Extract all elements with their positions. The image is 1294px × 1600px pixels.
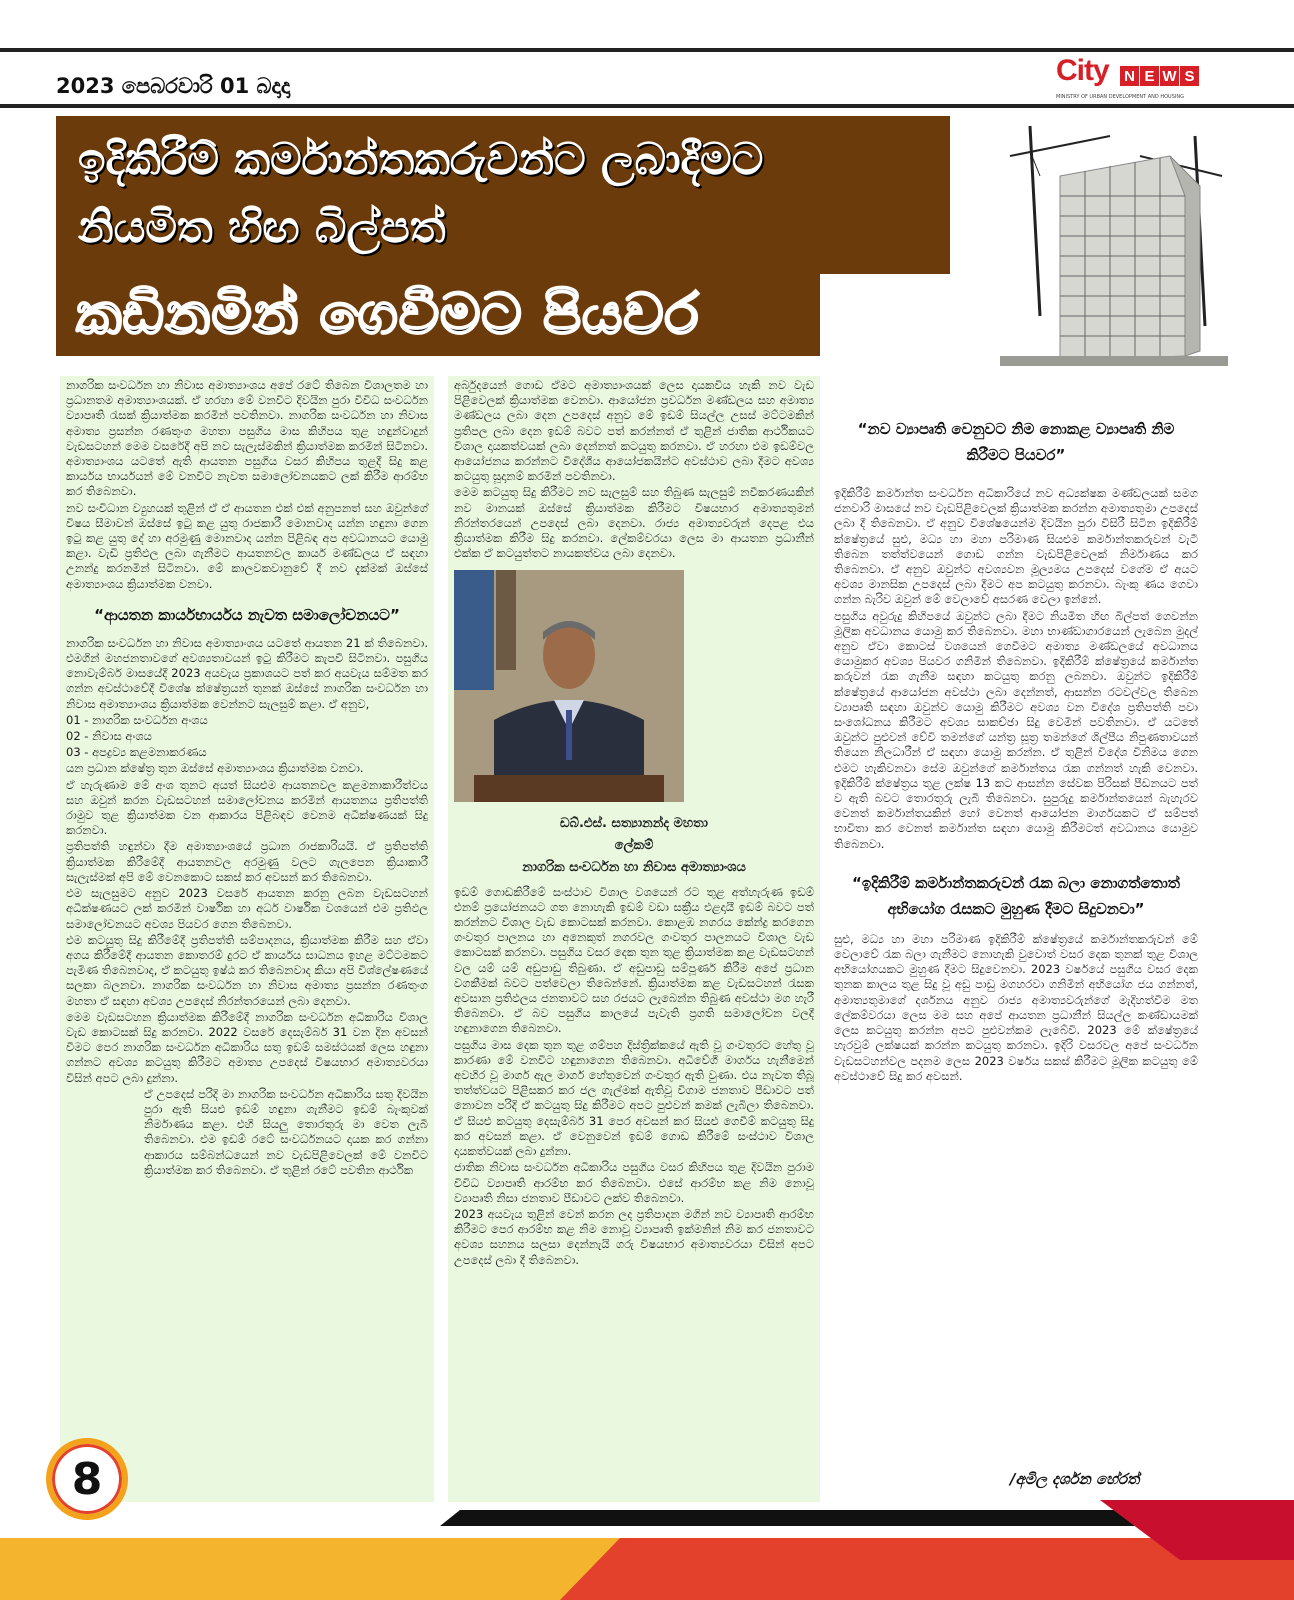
logo-letter: S <box>1180 66 1199 86</box>
list-item: 02 - නිවාස අංශය <box>66 729 152 744</box>
paragraph: 2023 අයවැය තුළින් වෙන් කරන ලද ප්‍රතිපාදන මගින් නව ව්‍යාපෘති ආරම්භ කිරීමට පෙර ආරම්භ කළ නිම නොවූ ව්‍යාපෘති ඉක්මනින් නිම කර ජනතාවට අවශ්‍ය සහනය සලසා දෙන්නැයි ගරු විෂයභාර අමාත්‍යවරයා විසින් අපට උපදෙස් ලබා දී තිබෙනවා. <box>454 1206 814 1267</box>
headline-line-2: නියමිත හිඟ බිල්පත් <box>78 202 446 253</box>
paragraph: නව සංවිධාන ව්‍යුහයක් තුළින් ඒ ඒ ආයතන එක් එක් අනුපනත් සහ ඔවුන්ගේ විෂය සීමාවන් ඔස්සේ ඉටු කළ යුතු රාජකාරී මොනවාද යන්න හඳුනා ගෙන ඉටු කළ යුතු දේ හා අරමුණු මොනවාද යන්න පිළිබඳ අප අවධානයට යොමු කළා. වැඩි ප්‍රතිඵල ලබා ගැනීමට ආයතනවල කාර්ය මණ්ඩලය ඒ සඳහා උනන්දු කරනමින් සිටිනවා. මේ කාලවකවානුවේ දී නව දැක්මක් ඔස්සේ අමාත්‍යාංශය ක්‍රියාත්මක වනවා. <box>66 500 428 591</box>
caption-ministry: නාගරික සංවර්ධන හා නිවාස අමාත්‍යාංශය <box>522 859 746 875</box>
footer-decorative-stripes <box>0 1500 1294 1600</box>
caption-title: ලේකම් <box>614 837 654 853</box>
top-rule <box>0 48 1294 52</box>
paragraph: අර්බුදයෙන් ගොඩ ඒමට අමාත්‍යාංශයක් ලෙස දායකවිය හැකි නව වැඩ පිළිවෙලක් ක්‍රියාත්මක වෙනවා. ආයෝජන ප්‍රවර්ධන මණ්ඩලය සහ අමාත්‍ය මණ්ඩලය ලබා දෙන උපදෙස් අනුව මේ ඉඩම් සියල්ල උසස් මට්ටමකින් ප්‍රතිපල ලබා දෙන ඉඩම් බවට පත් කරන්නත් ඒ තුළින් ජාතික ආර්ථිකයට විශාල දායකත්වයක් ලබා දෙන්නත් කටයුතු කරනවා. ඒ හරහා එම ඉඩම්වල ආයෝජනය කරන්නට විදේශීය ආයෝජකයින්ට අවස්ථාව ලබා දීමට අවශ්‍ය කටයුතු සූදානම් කරමින් පවතිනවා. <box>454 378 814 484</box>
secretary-portrait-photo <box>454 570 684 802</box>
paragraph: මෙම වැඩසටහන ක්‍රියාත්මක කිරීමේදී නාගරික සංවර්ධන අධිකාරිය විශාල වැඩ කොටසක් සිදු කරනවා. 2022 වසරේ දෙසැම්බර් 31 වන දින අවසන් වීමට පෙර නාගරික සංවර්ධන අධිකාරිය සතු ඉඩම් සමස්ථයක් ලෙස හඳුනා ගන්නට අවශ්‍ය කටයුතු කිරීමට අමාත්‍ය උපදෙස් විෂයභාර අමාත්‍යවරයා විසින් අපට ලබා දුන්නා. <box>66 1009 428 1085</box>
logo-letter: E <box>1140 66 1159 86</box>
headline-line-3: කඩිනමින් ගෙවීමට පියවර <box>76 282 700 347</box>
list-item: 01 - නාගරික සංවර්ධන අංශය <box>66 712 208 727</box>
logo-city-text: City <box>1056 54 1109 87</box>
page-number-badge: 8 <box>46 1438 128 1520</box>
subheading: “නව ව්‍යාපෘති වෙනුවට නිම නොකළ ව්‍යාපෘති නිම කිරීමට පියවර” <box>857 420 1175 464</box>
issue-date: 2023 පෙබරවාරි 01 බදාදා <box>56 74 291 98</box>
paragraph: ඒ හැරුණාම මේ අංශ තුනට අයත් සියළුම ආයතනවල කළමනාකාරීත්වය සහ ඔවුන් කරන වැඩසටහන් සමාලෝචනය කරමින් ආයතනය ප්‍රතිපත්ති රාමුව තුළ ක්‍රියාත්මක වන ආකාරය පිළිබඳව වෙනම අධීක්ෂණයක් සිදු කරනවා. <box>66 777 428 838</box>
paragraph: ඒ උපදෙස් පරිදි මා නාගරික සංවර්ධන අධිකාරිය සතු දිවයින පුරා ඇති සියළු ඉඩම් හඳුනා ගැනීමට ඉඩම් බැංකුවක් නිර්මාණය කළා. එහි සියලු තොරතුරු මා වෙත ලැබී තිබෙනවා. එම ඉඩම් රටේ සංවර්ධනයට දායක කර ගන්නා ආකාරය සම්බන්ධයෙන් නව වැඩපිළිවෙලක් මේ වනවිට ක්‍රියාත්මක කර තිබෙනවා. ඒ තුළින් රටේ පවතින ආර්ථික <box>144 1086 428 1177</box>
paragraph: ජාතික නිවාස සංවර්ධන අධිකාරිය පසුගිය වසර කිහිපය තුළ දිවයින පුරාම විවිධ ව්‍යාපෘති ආරම්භ කර තිබෙනවා. එසේ ආරම්භ කළ නිම නොවූ ව්‍යාපෘති නිසා ජනතාව පීඩාවට ලක්ව තිබෙනවා. <box>454 1160 814 1205</box>
subheading: “ආයතන කාර්යභාර්යය නැවත සමාලෝචනයට” <box>94 605 400 624</box>
article-column-2 <box>448 376 820 1502</box>
paragraph: එම කටයුතු සිදු කිරීමේදී ප්‍රතිපත්ති සම්පාදනය, ක්‍රියාත්මක කිරීම සහ ඒවා අගය කිරීමේදී ආයතන කොතරම් දුරට ඒ කාර්යය සාධනය ඉහළ මට්ටමකට පැමිණ තිබෙනවාද, ඒ කටයුතු ඉෂ්ඨ කර තිබෙනවාද කියා අපි විශ්ලේෂණයේ සලකා බලනවා. නාගරික සංවර්ධන හා නිවාස අමාත්‍ය ප්‍රසන්න රණතුංග මහතා ඒ සඳහා අවශ්‍ය උපදෙස් නිරන්තරයෙන් ලබා දෙනවා. <box>66 932 428 1008</box>
logo-letter: W <box>1160 66 1179 86</box>
list-item: 03 - අපද්‍රව්‍ය කළමනාකරණය <box>66 745 207 760</box>
subheading: “ඉදිකිරීම් කර්මාන්තකරුවන් රැක බලා නොගත්තොත් අභියෝග රැසකට මුහුණ දීමට සිදුවනවා” <box>852 873 1180 918</box>
logo-letter: N <box>1120 66 1139 86</box>
headline-box-2 <box>56 274 820 356</box>
article-column-1 <box>60 376 434 1502</box>
paragraph: ඉඩම් ගොඩකිරීමේ සංස්ථාව විශාල වශයෙන් රට තුළ අත්හැරුණ ඉඩම් එනම් ප්‍රයෝජනයට ගත නොහැකි ඉඩම් වඩා සක්‍රීය එළදායී ඉඩම් බවට පත් කරන්නට විශාල වැඩ කොටසක් කරනවා. කොළඹ නගරය කේන්ද්‍ර කරගෙන ගංවතුර පාලනය හා අනෙකුත් නගරවල ගංවතුර පාලනයට විශාල වැඩ කොටසක් කරනවා. පසුගිය වසර දෙක තුන තුළ ක්‍රියාත්මක කළ වැඩසටහන් වල යම් යම් අඩුපාඩු තිබුණා. ඒ අඩුපාඩු සම්පූර්ණ කිරීම අපේ ප්‍රධාන වගකීමක් බවට පත්වෙලා තිබෙන්නේ. ක්‍රියාත්මක කළ වැඩසටහන් රැසක අවසාන ප්‍රතිඵලය ජනතාවට සහ රජයට ලැබෙන්න තිබුණ අවස්ථා මග හැරී තිබෙනවා. ඒ බව පසුගිය කාලයේ පැවැති ප්‍රගති සමාලෝචන වලදී හඳුනාගෙන තිබෙනවා. <box>454 884 814 1036</box>
author-byline: /අමිල දර්ශන හේරත් <box>1010 1470 1140 1488</box>
paragraph: පසුගිය මාස දෙක තුන තුළ ගම්පහ දිස්ත්‍රික්කයේ ඇති වූ ගංවතුරට හේතු වූ කාරණා මේ වනවිට හඳුනාගෙන තිබෙනවා. අධිවේගී මාර්ගය හැනීමෙන් අවහිර වූ මාර්ග ඇල මාර්ග හේතුවෙන් ගංවතුර ඇති වුණා. එය නැවත තිබූ තත්ත්වයට පිළිසකර කර ජල ගැල්මක් ඇතිවූ විගාම ජනතාව පීඩාවට පත් නොවන පරිදි ඒ කටයුතු සිදු කිරීමට අපට පුළුවන් කමක් ලැබිලා තිබෙනවා. ඒ සියළු කටයුතු දෙසැම්බර් 31 පෙර අවසන් කර සියළු ගෙවීම් කටයුතු සිදු කර අවසන් කළා. ඒ වෙනුවෙන් ඉඩම් ගොඩ කිරීමේ සංස්ථාව විශාල දායකත්වයක් ලබා දුන්නා. <box>454 1037 814 1159</box>
paragraph: පසුගිය අවුරුදු කිහිපයේ ඔවුන්ට ලබා දීමට නියමිත හිඟ බිල්පත් ගෙවන්න මූලික අවධානය යොමු කර තිබෙනවා. මහා භාණ්ඩාගාරයෙන් ලැබෙන මුදල් අනුව ඒවා කොටස් වශයෙන් ගෙවීමට අමාත්‍ය මණ්ඩලයේ අවධානය යොමුකර අවශ්‍ය පියවර ගනිමින් තිබෙනවා. ඉදිකිරීම් ක්ෂේත්‍රයේ කර්මාන්ත කරුවන් රැක ගැනීම සඳහා කටයුතු කරනු ලබනවා. ඔවුන්ට ඉදිකිරීම් ක්ෂේත්‍රයේ ආයෝජන අවස්ථා ලබා දෙන්නත්, ආසන්න රටවල්වල තිබෙන ව්‍යාපෘති සඳහා ඔවුන්ව යොමු කිරීමට අවශ්‍ය වන විදේශ ප්‍රතිපත්ති පවා සංශෝධනය කිරීමට අවශ්‍ය සාකච්ඡා සිදු වෙමින් පවතිනවා. ඒ යටතේ ඔවුන්ට පුළුවන් වේවි තමන්ගේ යන්ත්‍ර සූත්‍ර තමන්ගේ ශිල්පීය නිපුණතාවයන් තියෙන නිලධාරීන් ඒ සඳහා යොමු කරන්න. ඒ තුළින් විදේශ විනිමය ගෙන එමට හැකිවනවා සේම ඔවුන්ගේ කර්මාන්තය රැක ගන්නත් හැකි වෙනවා. ඉදිකිරීම් ක්ෂේත්‍රය තුළ ලක්ෂ 13 කට ආසන්න සේවක පිරිසක් පීඩනයට පත් ව ඇති බවට තොරතුරු ලැබී තිබෙනවා. සුපුරුදු කර්මාන්තයෙන් බැහැරව වෙනත් කර්මාන්තයකින් හෝ වෙනත් ආයෝජන මාර්ගයකට ඒ සම්පත් භාවිතා කර වෙනත් කර්මාන්ත සඳහා යොමු කිරීමටත් අවධානය යොමුව තිබෙනවා. <box>834 608 1198 851</box>
headline-line-1: ඉදිකිරීම් කර්මාන්තකරුවන්ට ලබාදීමට <box>78 134 764 185</box>
photo-caption <box>454 813 814 879</box>
paragraph: මෙම කටයුතු සිදු කිරීමට නව සැලසුම් සහ තිබුණ සැලසුම් නවීකරණයකින් නව මානයක් ඔස්සේ ක්‍රියාත්මක කිරීමට විෂයභාර අමාත්‍යතුමන් නිරන්තරයෙන් උපදෙස් ලබා දෙනවා. රාජ්‍ය අමාත්‍යවරුන් දෙපළ එය ක්‍රියාත්මක කිරීම සිදු කරනවා. ලේකම්වරයා ලෙස මා ආයතන ප්‍රධානීන් එක්ක ඒ කටයුත්තට නායකත්වය ලබා දෙනවා. <box>454 485 814 561</box>
logo-news-letters <box>1120 66 1199 86</box>
paragraph: යන ප්‍රධාන ක්ෂේත්‍ර තුන ඔස්සේ අමාත්‍යාංශය ක්‍රියාත්මක වනවා. <box>66 761 364 776</box>
logo-tagline: MINISTRY OF URBAN DEVELOPMENT AND HOUSING <box>1056 94 1184 100</box>
city-news-logo <box>1056 54 1234 106</box>
headline-box <box>56 116 950 274</box>
paragraph: එම සැලසුමට අනුව 2023 වසරේ ආයතන කරනු ලබන වැඩසටහන් අධීක්ෂණයට ලක් කරමින් වාර්ෂික හා අර්ධ වාර්ෂික වශයෙන් එම ප්‍රතිඵල සමාලෝචනයට අවශ්‍ය පියවර ගෙන තිබෙනවා. <box>66 886 428 931</box>
paragraph: සුළු, මධ්‍ය හා මහා පරිමාණ ඉදිකිරීම් ක්ෂේත්‍රයේ කර්මාන්තකරුවන් මේ වෙලාවේ රැක බලා ගැනීමට නොහැකි වුවොත් වසර දෙක තුනක් තුළ විශාල අභියෝගයකට මුහුණ දීමට සිදුවෙනවා. 2023 වර්ෂයේ පසුගිය වසර දෙක තුනක කාලය තුළ සිදු වූ අඩු පාඩු මගහරවා ගනිමින් අභියෝග ජය ගන්නත්, අමාත්‍යතුමාගේ දර්ශනය අනුව රාජ්‍ය අමාත්‍යවරුන්ගේ මැදිහත්වීම මත ලේකම්වරයා ලෙස මම සහ අපේ ආයතන ප්‍රධානීන් සියල්ල කණ්ඩායමක් ලෙස කටයුතු කරන්න අපට පුළුවන්කම ලැබේවි. 2023 මේ ක්ෂේත්‍රයේ හැරවුම් ලක්ෂයක් කරන්න කටයුතු කරනවා. ඉදිරි වසරවල අපේ සංවර්ධන වැඩසටහන්වල පදනම ලෙස 2023 වර්ෂය සකස් කිරීමට මූලික කටයුතු මේ අවස්ථාවේ සිදු කර අවසන්. <box>834 931 1198 1083</box>
paragraph: ඉදිකිරීම් කර්මාන්ත සංවර්ධන අධිකාරියේ නව අධ්‍යක්ෂක මණ්ඩලයක් සමග ජනවාරි මාසයේ නව වැඩපිළිවෙලක් ක්‍රියාත්මක කරන්න අමාත්‍යතුමා උපදෙස් ලබා දී තිබෙනවා. ඒ අනුව විශේෂයෙන්ම දිවයින පුරා විසිරී සිටින ඉදිකිරීම් ක්ෂේත්‍රයේ සුළු, මධ්‍ය හා මහා පරිමාණ සියළුම කර්මාන්තකරුවන් වැටී තිබෙන තත්ත්වයෙන් ගොඩ ගන්න වැඩපිළිවෙලක් නිර්මාණය කර තිබෙනවා. ඒ අනුව ඔවුන්ට අවශ්‍යවන මූල්‍යමය උපදෙස් වගේම ඒ අයට අවශ්‍ය මානසික උපදෙස් ලබා දීමට අප කටයුතු කරනවා. බැංකු ණය ගෙවා ගන්න බැරිව ඔවුන් මේ වෙලාවේ අසරණ වෙලා ඉන්නේ. <box>834 486 1198 607</box>
article-column-3 <box>830 376 1202 1087</box>
building-under-construction-image <box>1000 116 1228 372</box>
paragraph: නාගරික සංවර්ධන හා නිවාස අමාත්‍යාංශය අපේ රටේ තිබෙන විශාලතම හා ප්‍රධානතම අමාත්‍යාංශයක්. ඒ හරහා මේ වනවිට දිවයින පුරා විවිධ සංවර්ධන ව්‍යාපෘති රැසක් ක්‍රියාත්මක කරමින් පවතිනවා. නාගරික සංවර්ධන හා නිවාස අමාත්‍ය ප්‍රසන්න රණතුංග මහතා පසුගිය මාස කිහිපය තුළ හඳුන්වාදුන් වැඩසටහන් මෙම වසරේදී අපි නව සැලැස්මකින් ක්‍රියාත්මක කරමින් සිටිනවා. අමාත්‍යාංශය යටතේ ඇති ආයතන පසුගිය වසර කිහිපය තුළදී සිදු කළ කාර්යය භාර්යයන් මේ වනවිට නැවත සමාලෝචනයකට ලක් කිරීම ආරම්භ කර තිබෙනවා. <box>66 378 428 499</box>
paragraph: නාගරික සංවර්ධන හා නිවාස අමාත්‍යාංශය යටතේ ආයතන 21 ක් තිබෙනවා. එමගින් මහජනතාවගේ අවශ්‍යතාවයන් ඉටු කිරීමට කැපවී සිටිනවා. පසුගිය නොවැම්බර් මාසයේදී 2023 අයවැය ප්‍රකාශයට පත් කර අයවැය සම්මත කර ගන්න අවස්ථාවේදී විශේෂ ක්ෂේත්‍රයන් තුනක් ඔස්සේ නාගරික සංවර්ධන හා නිවාස අමාත්‍යාංශය ක්‍රියාත්මක වෙන්නට සැලසුම් කළා. ඒ අනුව, <box>66 635 428 711</box>
caption-name: ඩබ්.එස්. සත්‍යානන්ද මහතා <box>560 815 708 831</box>
header-rule <box>0 104 1294 108</box>
paragraph: ප්‍රතිපත්ති හඳුන්වා දීම අමාත්‍යාංශයේ ප්‍රධාන රාජකාරියයි. ඒ ප්‍රතිපත්ති ක්‍රියාත්මක කිරීමේදී ආයතනවල අරමුණු වලට ගැලපෙන ක්‍රියාකාරී සැලැස්මක් අපි මේ වෙනකොට සකස් කර අවසන් කර තිබෙනවා. <box>66 839 428 884</box>
